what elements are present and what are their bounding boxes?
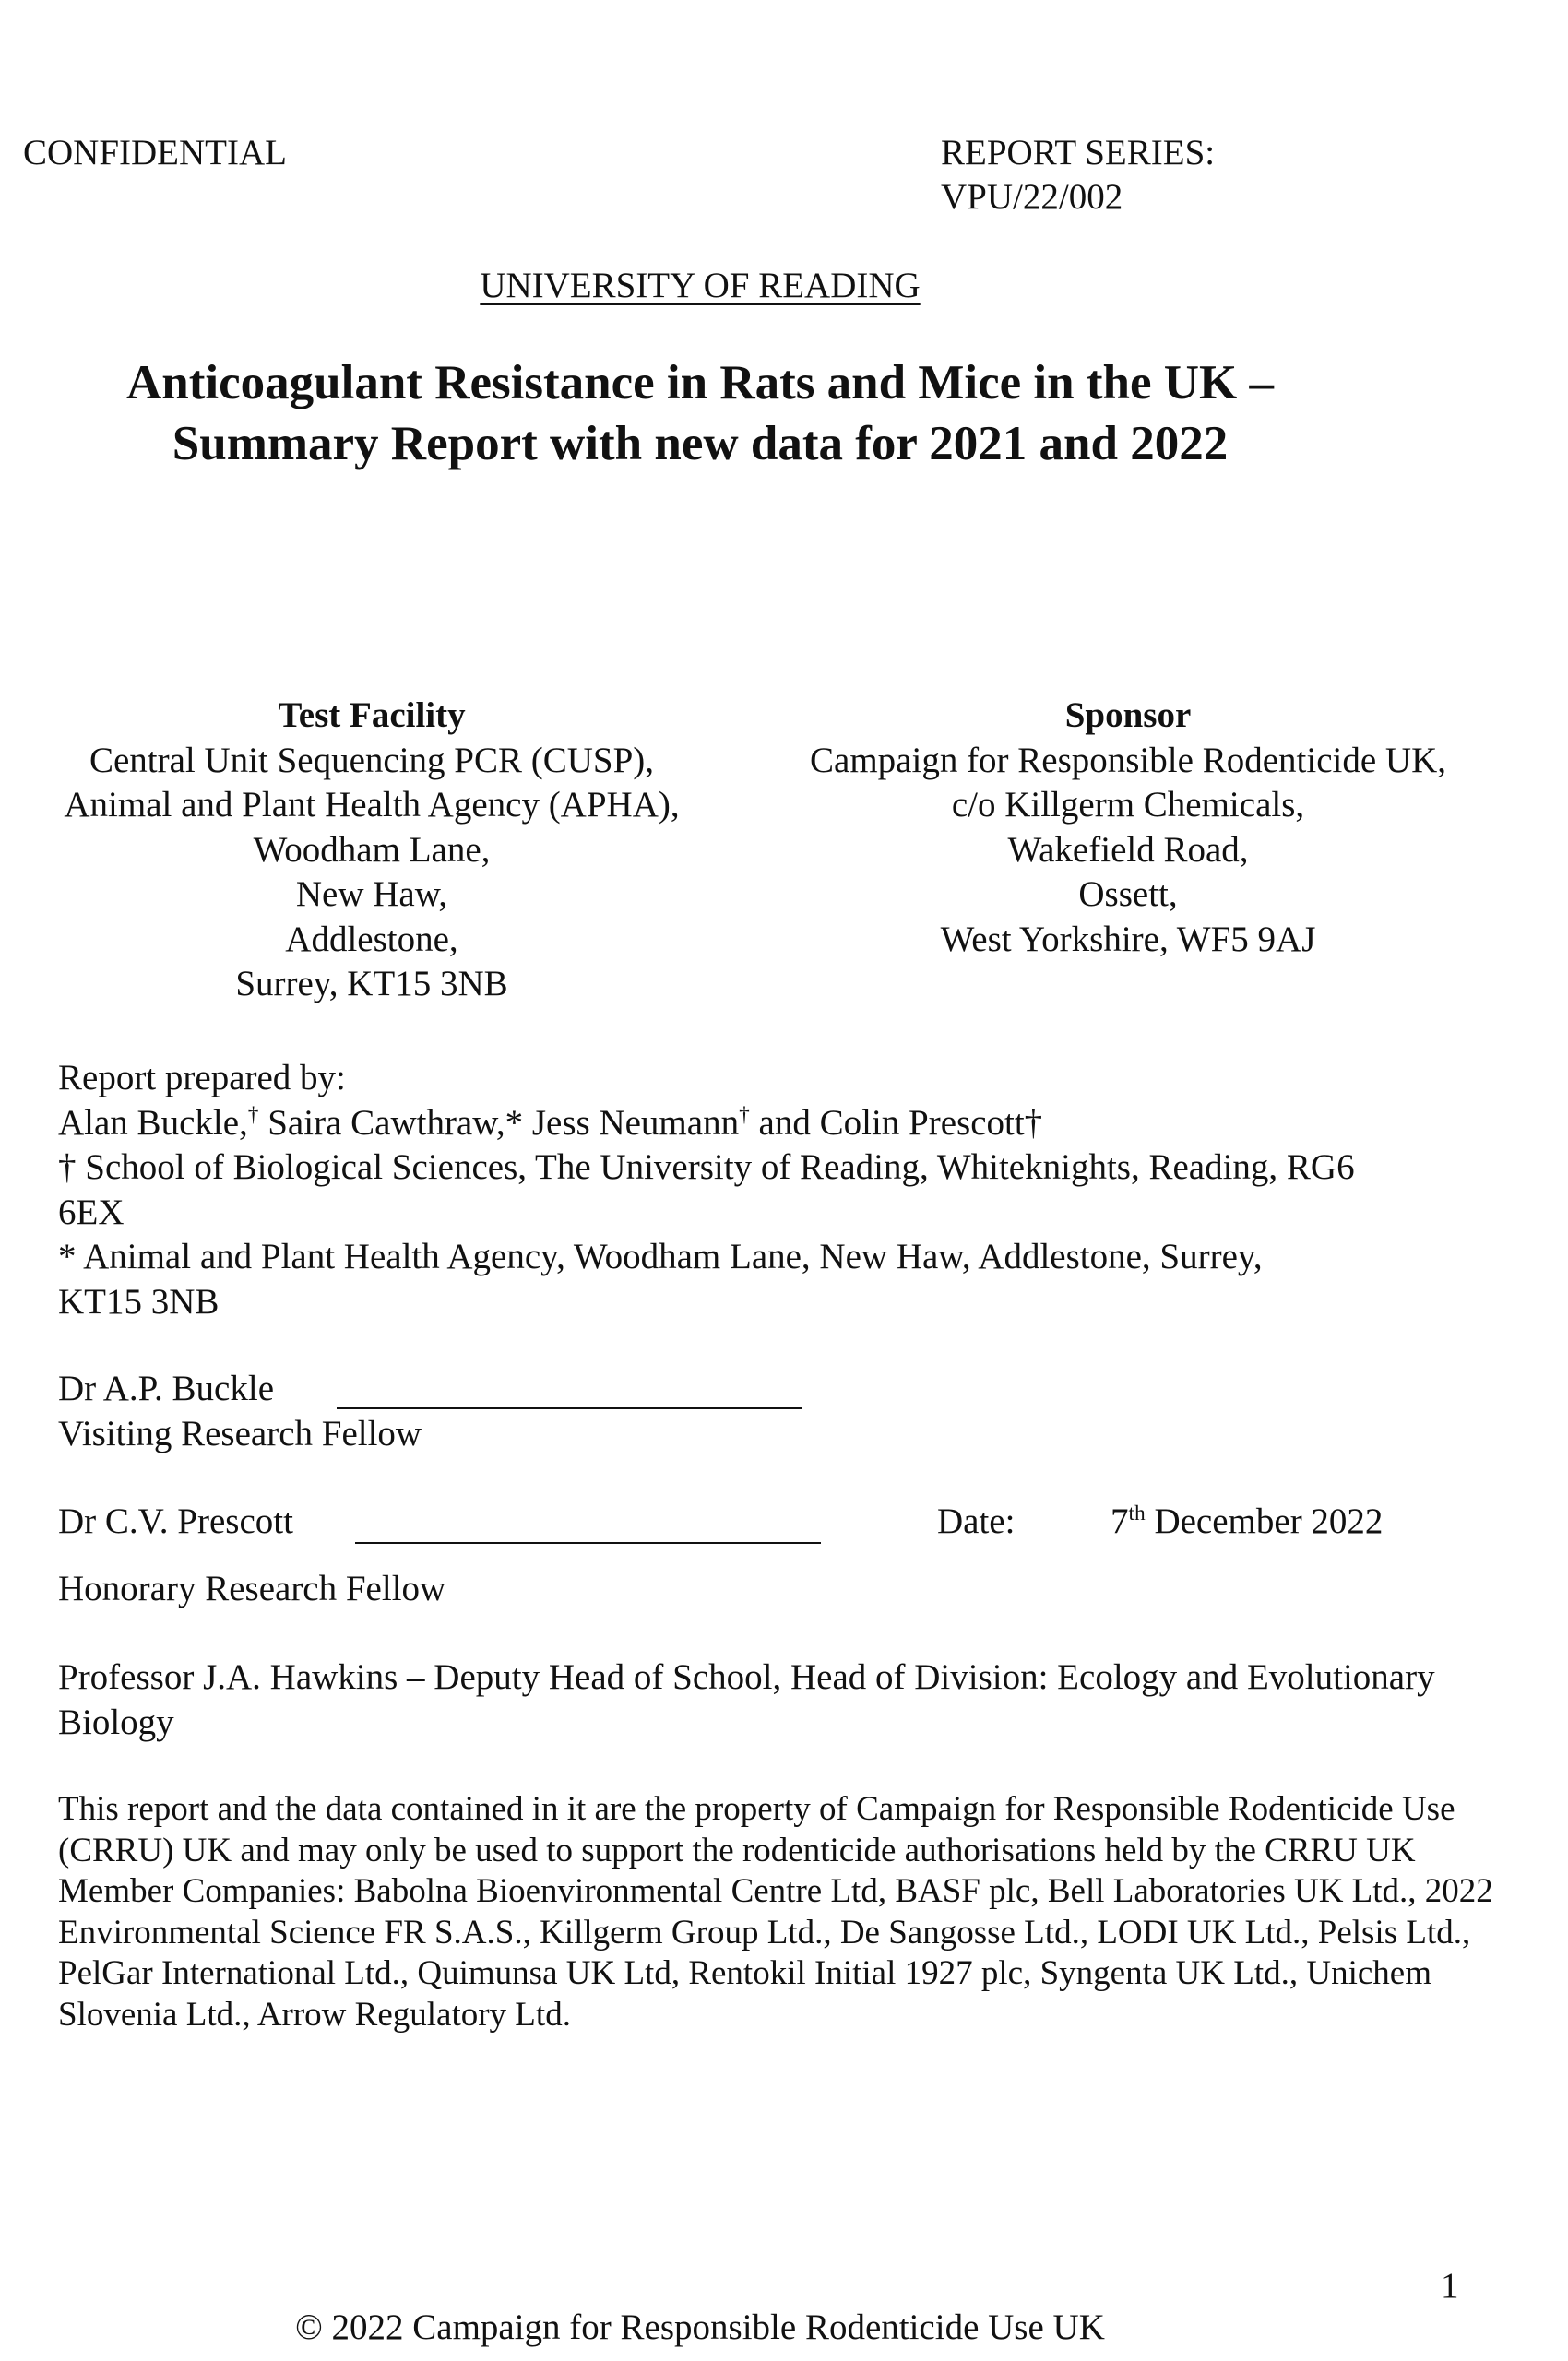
author-cawthraw-neumann: Saira Cawthraw,* Jess Neumann [258, 1102, 740, 1143]
test-facility-heading: Test Facility [278, 695, 466, 735]
test-facility-line: Surrey, KT15 3NB [235, 964, 508, 1003]
author-buckle: Alan Buckle, [58, 1102, 248, 1143]
affiliation-apha-line-1: * Animal and Plant Health Agency, Woodham Lane, New Haw, Addlestone, Surrey, [58, 1237, 1263, 1276]
document-title [0, 352, 1400, 474]
university-name: UNIVERSITY OF READING [480, 266, 921, 305]
sponsor-line: Wakefield Road, [1007, 829, 1249, 870]
signatory-prescott-role: Honorary Research Fellow [58, 1569, 446, 1608]
date-label: Date: [937, 1501, 1016, 1541]
test-facility-line: Central Unit Sequencing PCR (CUSP), [89, 740, 655, 780]
title-line-1: Anticoagulant Resistance in Rats and Mice in the UK – [125, 356, 1275, 409]
authors-line [58, 1101, 1479, 1146]
signatory-hawkins: Professor J.A. Hawkins – Deputy Head of School, Head of Division: Ecology and Evolutionary Biology [58, 1657, 1435, 1742]
date-day: 7 [1111, 1501, 1129, 1541]
test-facility-line: Woodham Lane, [253, 829, 491, 870]
signatory-prescott-name: Dr C.V. Prescott [58, 1501, 293, 1541]
signatory-buckle-role: Visiting Research Fellow [58, 1414, 422, 1453]
property-notice: This report and the data contained in it are the property of Campaign for Responsible Rodenticide Use (CRRU) UK and may only be used to support the rodenticide authorisations held by the CRRU UK Member Companies: Babolna Bioenvironmental Centre Ltd, BASF plc, Bell Laboratories UK Ltd., 2022 Environmental Science FR S.A.S., Killgerm Group Ltd., De Sangosse Ltd., LODI UK Ltd., Pelsis Ltd., PelGar International Ltd., Quimunsa UK Ltd, Rentokil Initial 1927 plc, Syngenta UK Ltd., Unichem Slovenia Ltd., Arrow Regulatory Ltd. [58, 1790, 1493, 2034]
report-series [941, 131, 1215, 219]
sponsor-block [743, 694, 1513, 962]
signature-line-buckle [337, 1407, 802, 1409]
report-series-value: VPU/22/002 [941, 177, 1123, 217]
sponsor-line: West Yorkshire, WF5 9AJ [940, 919, 1316, 959]
author-prescott: and Colin Prescott† [749, 1102, 1043, 1143]
test-facility-line: Animal and Plant Health Agency (APHA), [64, 785, 680, 825]
author-buckle-mark: † [247, 1102, 259, 1127]
signature-line-prescott [355, 1542, 821, 1544]
affiliation-apha-line-2: KT15 3NB [58, 1281, 220, 1322]
sponsor-line: Ossett, [1078, 874, 1178, 914]
date-ordinal-suffix: th [1128, 1501, 1146, 1525]
sponsor-line: Campaign for Responsible Rodenticide UK, [810, 740, 1446, 780]
affiliation-reading-line-1: † School of Biological Sciences, The University of Reading, Whiteknights, Reading, RG6 [58, 1147, 1355, 1187]
author-neumann-mark: † [739, 1102, 750, 1127]
signatory-buckle-name: Dr A.P. Buckle [58, 1369, 274, 1408]
affiliation-reading-line-2: 6EX [58, 1192, 125, 1232]
date-month-year: December 2022 [1145, 1501, 1384, 1541]
date-value [1111, 1500, 1383, 1544]
test-facility-line: New Haw, [295, 874, 448, 914]
test-facility-line: Addlestone, [285, 919, 458, 959]
test-facility-block [0, 694, 743, 1007]
sponsor-heading: Sponsor [1064, 695, 1192, 735]
sponsor-line: c/o Killgerm Chemicals, [951, 785, 1305, 825]
page-number: 1 [1441, 2266, 1459, 2306]
prepared-by-label: Report prepared by: [58, 1058, 346, 1097]
university-heading [0, 264, 1400, 308]
copyright-notice: © 2022 Campaign for Responsible Rodenticide Use UK [295, 2308, 1105, 2347]
confidential-label: CONFIDENTIAL [23, 133, 287, 172]
report-series-label: REPORT SERIES: [941, 133, 1216, 172]
title-line-2: Summary Report with new data for 2021 and 2022 [172, 417, 1229, 470]
prepared-by-block [58, 1056, 1479, 1324]
